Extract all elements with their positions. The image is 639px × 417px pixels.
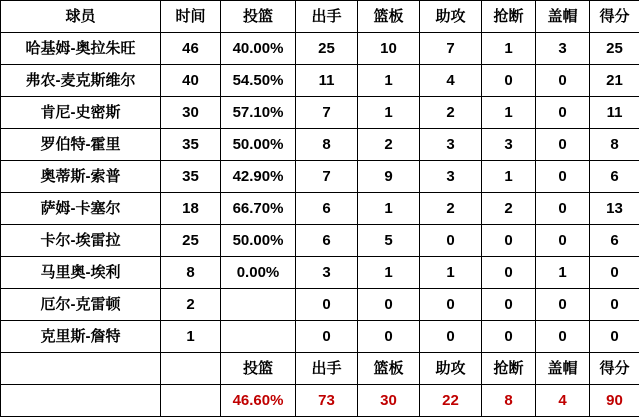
cell-attempts: 0 bbox=[296, 321, 358, 353]
column-header-assists: 助攻 bbox=[420, 1, 482, 33]
cell-steals: 1 bbox=[482, 33, 536, 65]
table-body bbox=[1, 33, 639, 417]
cell-attempts: 11 bbox=[296, 65, 358, 97]
cell-fg-pct: 40.00% bbox=[221, 33, 296, 65]
cell-minutes: 35 bbox=[161, 129, 221, 161]
cell-steals: 0 bbox=[482, 225, 536, 257]
cell-assists: 7 bbox=[420, 33, 482, 65]
column-header-points: 得分 bbox=[590, 1, 639, 33]
column-header-minutes: 时间 bbox=[161, 1, 221, 33]
cell-blocks: 0 bbox=[536, 193, 590, 225]
cell-rebounds: 2 bbox=[358, 129, 420, 161]
table-row bbox=[1, 161, 639, 193]
cell-fg-pct: 50.00% bbox=[221, 225, 296, 257]
cell-rebounds: 1 bbox=[358, 257, 420, 289]
cell-player: 萨姆-卡塞尔 bbox=[1, 193, 161, 225]
column-header-rebounds: 篮板 bbox=[358, 1, 420, 33]
column-header-blocks: 盖帽 bbox=[536, 1, 590, 33]
cell-steals: 2 bbox=[482, 193, 536, 225]
totals-value-row bbox=[1, 385, 639, 417]
table-row bbox=[1, 65, 639, 97]
table-row bbox=[1, 257, 639, 289]
cell-player: 罗伯特-霍里 bbox=[1, 129, 161, 161]
cell-player: 哈基姆-奥拉朱旺 bbox=[1, 33, 161, 65]
totals-value-attempts: 73 bbox=[296, 385, 358, 417]
cell-assists: 3 bbox=[420, 161, 482, 193]
cell-fg-pct bbox=[221, 321, 296, 353]
cell-player: 肯尼-史密斯 bbox=[1, 97, 161, 129]
cell-assists: 0 bbox=[420, 321, 482, 353]
cell-attempts: 7 bbox=[296, 97, 358, 129]
cell-attempts: 7 bbox=[296, 161, 358, 193]
totals-label-steals: 抢断 bbox=[482, 353, 536, 385]
cell-blocks: 0 bbox=[536, 65, 590, 97]
cell-steals: 0 bbox=[482, 321, 536, 353]
totals-value-spacer-player bbox=[1, 385, 161, 417]
cell-fg-pct bbox=[221, 289, 296, 321]
cell-rebounds: 5 bbox=[358, 225, 420, 257]
totals-label-attempts: 出手 bbox=[296, 353, 358, 385]
cell-fg-pct: 42.90% bbox=[221, 161, 296, 193]
cell-steals: 0 bbox=[482, 65, 536, 97]
cell-rebounds: 10 bbox=[358, 33, 420, 65]
cell-points: 6 bbox=[590, 161, 639, 193]
cell-attempts: 6 bbox=[296, 225, 358, 257]
table-row bbox=[1, 129, 639, 161]
cell-points: 0 bbox=[590, 321, 639, 353]
table-row bbox=[1, 225, 639, 257]
cell-minutes: 40 bbox=[161, 65, 221, 97]
table-row bbox=[1, 97, 639, 129]
cell-assists: 4 bbox=[420, 65, 482, 97]
cell-blocks: 1 bbox=[536, 257, 590, 289]
table-row bbox=[1, 321, 639, 353]
cell-steals: 1 bbox=[482, 161, 536, 193]
totals-value-spacer-minutes bbox=[161, 385, 221, 417]
cell-steals: 0 bbox=[482, 257, 536, 289]
totals-value-fg-pct: 46.60% bbox=[221, 385, 296, 417]
cell-player: 克里斯-詹特 bbox=[1, 321, 161, 353]
cell-steals: 3 bbox=[482, 129, 536, 161]
cell-points: 11 bbox=[590, 97, 639, 129]
cell-assists: 2 bbox=[420, 193, 482, 225]
cell-attempts: 3 bbox=[296, 257, 358, 289]
cell-blocks: 3 bbox=[536, 33, 590, 65]
cell-rebounds: 9 bbox=[358, 161, 420, 193]
cell-blocks: 0 bbox=[536, 225, 590, 257]
cell-points: 13 bbox=[590, 193, 639, 225]
cell-attempts: 6 bbox=[296, 193, 358, 225]
cell-fg-pct: 66.70% bbox=[221, 193, 296, 225]
totals-value-assists: 22 bbox=[420, 385, 482, 417]
header-row bbox=[1, 1, 639, 33]
totals-value-rebounds: 30 bbox=[358, 385, 420, 417]
cell-fg-pct: 50.00% bbox=[221, 129, 296, 161]
cell-blocks: 0 bbox=[536, 321, 590, 353]
cell-assists: 3 bbox=[420, 129, 482, 161]
cell-player: 奥蒂斯-索普 bbox=[1, 161, 161, 193]
totals-value-blocks: 4 bbox=[536, 385, 590, 417]
cell-minutes: 35 bbox=[161, 161, 221, 193]
totals-value-steals: 8 bbox=[482, 385, 536, 417]
table-row bbox=[1, 289, 639, 321]
cell-rebounds: 1 bbox=[358, 193, 420, 225]
totals-label-assists: 助攻 bbox=[420, 353, 482, 385]
cell-minutes: 1 bbox=[161, 321, 221, 353]
cell-minutes: 30 bbox=[161, 97, 221, 129]
column-header-steals: 抢断 bbox=[482, 1, 536, 33]
cell-points: 0 bbox=[590, 257, 639, 289]
cell-points: 25 bbox=[590, 33, 639, 65]
cell-blocks: 0 bbox=[536, 97, 590, 129]
table-row bbox=[1, 193, 639, 225]
cell-steals: 1 bbox=[482, 97, 536, 129]
cell-minutes: 46 bbox=[161, 33, 221, 65]
table-header bbox=[1, 1, 639, 33]
column-header-player: 球员 bbox=[1, 1, 161, 33]
totals-label-rebounds: 篮板 bbox=[358, 353, 420, 385]
cell-player: 弗农-麦克斯维尔 bbox=[1, 65, 161, 97]
column-header-fg-pct: 投篮 bbox=[221, 1, 296, 33]
totals-label-fg-pct: 投篮 bbox=[221, 353, 296, 385]
totals-label-row bbox=[1, 353, 639, 385]
totals-spacer-minutes bbox=[161, 353, 221, 385]
cell-player: 厄尔-克雷顿 bbox=[1, 289, 161, 321]
cell-assists: 1 bbox=[420, 257, 482, 289]
cell-assists: 0 bbox=[420, 289, 482, 321]
cell-attempts: 25 bbox=[296, 33, 358, 65]
cell-fg-pct: 54.50% bbox=[221, 65, 296, 97]
cell-rebounds: 0 bbox=[358, 289, 420, 321]
cell-player: 马里奥-埃利 bbox=[1, 257, 161, 289]
cell-rebounds: 1 bbox=[358, 65, 420, 97]
totals-label-blocks: 盖帽 bbox=[536, 353, 590, 385]
cell-rebounds: 0 bbox=[358, 321, 420, 353]
table-row bbox=[1, 33, 639, 65]
cell-minutes: 8 bbox=[161, 257, 221, 289]
cell-fg-pct: 0.00% bbox=[221, 257, 296, 289]
cell-blocks: 0 bbox=[536, 161, 590, 193]
cell-assists: 2 bbox=[420, 97, 482, 129]
cell-assists: 0 bbox=[420, 225, 482, 257]
cell-minutes: 18 bbox=[161, 193, 221, 225]
totals-value-points: 90 bbox=[590, 385, 639, 417]
cell-points: 6 bbox=[590, 225, 639, 257]
cell-points: 21 bbox=[590, 65, 639, 97]
cell-blocks: 0 bbox=[536, 289, 590, 321]
cell-player: 卡尔-埃雷拉 bbox=[1, 225, 161, 257]
column-header-attempts: 出手 bbox=[296, 1, 358, 33]
totals-spacer-player bbox=[1, 353, 161, 385]
cell-points: 8 bbox=[590, 129, 639, 161]
cell-steals: 0 bbox=[482, 289, 536, 321]
cell-attempts: 0 bbox=[296, 289, 358, 321]
cell-blocks: 0 bbox=[536, 129, 590, 161]
cell-rebounds: 1 bbox=[358, 97, 420, 129]
totals-label-points: 得分 bbox=[590, 353, 639, 385]
cell-attempts: 8 bbox=[296, 129, 358, 161]
cell-minutes: 2 bbox=[161, 289, 221, 321]
cell-points: 0 bbox=[590, 289, 639, 321]
cell-fg-pct: 57.10% bbox=[221, 97, 296, 129]
cell-minutes: 25 bbox=[161, 225, 221, 257]
